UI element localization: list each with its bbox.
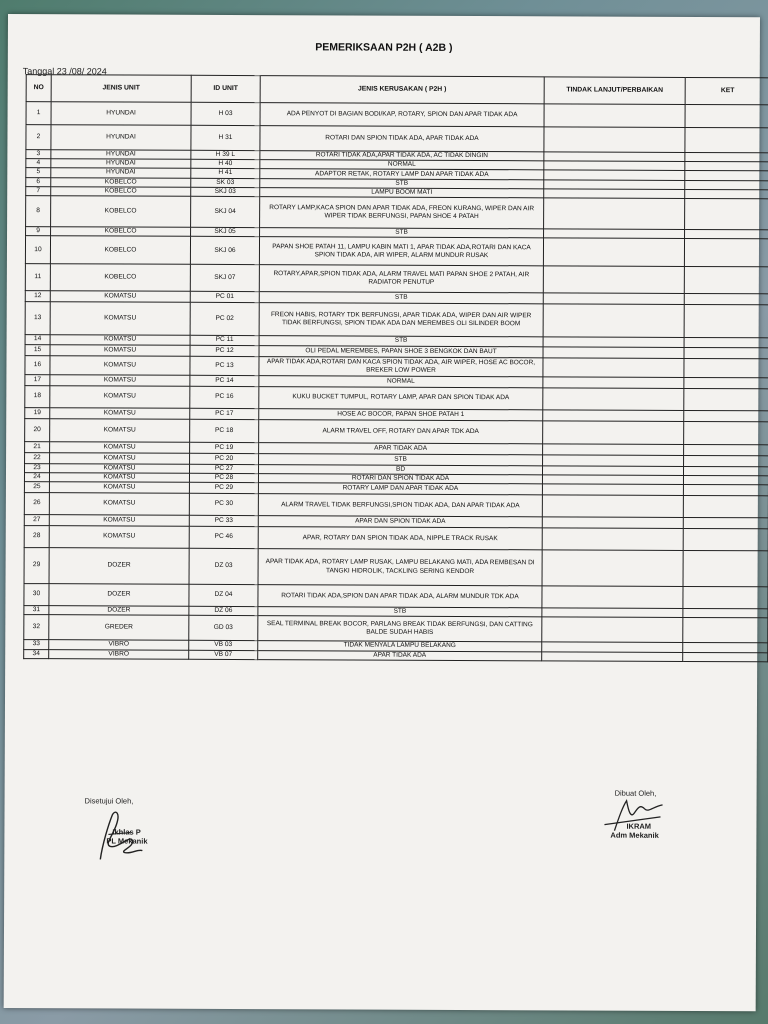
cell-no: 33 (24, 640, 49, 649)
header-ket: KET (685, 77, 768, 104)
cell-no: 6 (26, 177, 51, 186)
cell-no: 25 (24, 482, 49, 493)
cell-kerusakan: APAR TIDAK ADA,ROTARI DAN KACA SPION TIDAK ADA, AIR WIPER, HOSE AC BOCOR, BREKER LOW POWER (259, 356, 543, 376)
cell-tindak-lanjut (542, 617, 683, 643)
cell-kerusakan: APAR TIDAK ADA (258, 650, 542, 660)
cell-id-unit: PC 01 (190, 292, 259, 303)
cell-tindak-lanjut (544, 104, 685, 128)
cell-tindak-lanjut (543, 443, 684, 455)
cell-no: 32 (24, 615, 49, 640)
cell-ket (685, 104, 768, 127)
cell-id-unit: H 03 (191, 102, 260, 125)
header-jenis-unit: JENIS UNIT (51, 75, 191, 103)
cell-no: 23 (24, 463, 49, 472)
cell-kerusakan: APAR TIDAK ADA (259, 442, 543, 454)
cell-id-unit: DZ 03 (189, 548, 258, 584)
cell-ket (683, 587, 768, 609)
table-row (25, 385, 768, 410)
cell-no: 27 (24, 515, 49, 526)
signature-right-role: Adm Mekanik (610, 830, 659, 840)
cell-kerusakan: ALARM TRAVEL TIDAK BERFUNGSI,SPION TIDAK ADA, DAN APAR TIDAK ADA (258, 494, 542, 517)
cell-ket (685, 230, 768, 240)
cell-no: 3 (26, 150, 51, 159)
cell-id-unit: PC 02 (190, 303, 259, 336)
cell-no: 12 (25, 291, 50, 302)
signature-left-name: Ikhlas P (112, 827, 141, 837)
cell-kerusakan: KUKU BUCKET TUMPUL, ROTARY LAMP, APAR DAN SPION TIDAK ADA (259, 386, 543, 409)
cell-no: 14 (25, 335, 50, 344)
cell-no: 17 (25, 374, 50, 385)
cell-kerusakan: ROTARY,APAR,SPION TIDAK ADA, ALARM TRAVEL MATI PAPAN SHOE 2 PATAH, AIR RADIATOR PENUTUP (259, 265, 543, 293)
header-no: NO (26, 75, 51, 102)
table-row (26, 125, 768, 153)
cell-no: 28 (24, 526, 49, 548)
cell-id-unit: GD 03 (189, 616, 258, 641)
table-header-row (26, 75, 768, 105)
cell-tindak-lanjut (543, 238, 684, 267)
signature-right-caption: Dibuat Oleh, (614, 788, 657, 798)
cell-jenis-unit: KOMATSU (50, 335, 190, 345)
cell-id-unit: H 41 (191, 169, 260, 179)
cell-tindak-lanjut (542, 528, 683, 551)
cell-id-unit: PC 20 (190, 453, 259, 464)
cell-id-unit: H 40 (191, 160, 260, 170)
cell-no: 2 (26, 125, 51, 150)
cell-jenis-unit: KOBELCO (51, 177, 191, 187)
cell-ket (683, 618, 768, 643)
cell-no: 11 (25, 264, 50, 291)
cell-ket (683, 475, 768, 485)
cell-tindak-lanjut (543, 357, 684, 377)
cell-no: 21 (25, 441, 50, 452)
cell-no: 34 (24, 649, 49, 658)
cell-id-unit: PC 18 (190, 419, 259, 442)
cell-kerusakan: STB (258, 607, 542, 617)
cell-jenis-unit: KOBELCO (51, 187, 191, 197)
cell-tindak-lanjut (543, 304, 684, 338)
cell-kerusakan: ADAPTOR RETAK, ROTARY LAMP DAN APAR TIDAK ADA (260, 169, 544, 179)
cell-id-unit: PC 11 (190, 336, 259, 346)
cell-no: 20 (25, 418, 50, 441)
cell-jenis-unit: KOMATSU (50, 302, 190, 336)
cell-ket (684, 294, 768, 305)
cell-kerusakan: SEAL TERMINAL BREAK BOCOR, PARLANG BREAK TIDAK BERFUNGSI, DAN CATTING BALDE SUDAH HABIS (258, 616, 542, 642)
cell-kerusakan: STB (259, 292, 543, 304)
cell-ket (684, 338, 768, 348)
cell-no: 5 (26, 168, 51, 177)
header-jenis-kerusakan: JENIS KERUSAKAN ( P2H ) (260, 76, 544, 104)
cell-jenis-unit: HYUNDAI (51, 159, 191, 169)
cell-no: 19 (25, 407, 50, 418)
cell-tindak-lanjut (543, 293, 684, 305)
cell-ket (684, 388, 768, 410)
cell-ket (683, 466, 768, 476)
cell-tindak-lanjut (542, 651, 683, 661)
cell-kerusakan: STB (259, 453, 543, 465)
cell-kerusakan: ROTARI DAN SPION TIDAK ADA, APAR TIDAK ADA (260, 126, 544, 152)
cell-no: 31 (24, 606, 49, 615)
cell-id-unit: SKJ 03 (191, 187, 260, 197)
signature-left-role: PL Mekanik (106, 836, 148, 846)
cell-ket (684, 305, 768, 338)
cell-tindak-lanjut (542, 495, 683, 518)
cell-jenis-unit: HYUNDAI (51, 125, 191, 151)
cell-kerusakan: ROTARI TIDAK ADA,SPION DAN APAR TIDAK ADA, ALARM MUNDUR TDK ADA (258, 585, 542, 608)
cell-id-unit: PC 29 (189, 482, 258, 493)
cell-id-unit: H 39 L (191, 150, 260, 160)
cell-jenis-unit: KOMATSU (50, 452, 190, 464)
table-row (24, 649, 768, 661)
table-row (25, 302, 768, 338)
cell-kerusakan: BD (258, 464, 542, 474)
date-label: Tanggal 23 /08/ 2024 (22, 66, 107, 77)
cell-no: 13 (25, 302, 50, 335)
table-row (24, 493, 768, 518)
cell-tindak-lanjut (544, 127, 685, 153)
cell-ket (683, 496, 768, 518)
cell-kerusakan: APAR DAN SPION TIDAK ADA (258, 516, 542, 528)
inspection-table (23, 74, 768, 662)
cell-ket (683, 643, 768, 653)
cell-tindak-lanjut (542, 586, 683, 609)
cell-kerusakan: OLI PEDAL MEREMBES, PAPAN SHOE 3 BENGKOK DAN BAUT (259, 345, 543, 357)
cell-jenis-unit: HYUNDAI (51, 102, 191, 126)
cell-id-unit: PC 28 (189, 473, 258, 483)
signature-right-name: IKRAM (626, 821, 652, 831)
cell-ket (683, 551, 768, 587)
cell-kerusakan: PAPAN SHOE PATAH 11, LAMPU KABIN MATI 1, APAR TIDAK ADA,ROTARI DAN KACA SPION TIDAK ADA, AIR WIPER, ALARM MUNDUR RUSAK (259, 237, 543, 266)
cell-kerusakan: HOSE AC BOCOR, PAPAN SHOE PATAH 1 (259, 408, 543, 420)
cell-jenis-unit: DOZER (49, 584, 189, 607)
cell-jenis-unit: KOBELCO (51, 196, 191, 228)
cell-id-unit: PC 12 (190, 345, 259, 356)
table-row (24, 584, 768, 609)
cell-id-unit: SKJ 04 (191, 196, 260, 227)
header-tindak-lanjut: TINDAK LANJUT/PERBAIKAN (544, 77, 685, 105)
cell-jenis-unit: KOMATSU (49, 463, 189, 473)
table-row (25, 236, 768, 267)
cell-tindak-lanjut (543, 387, 684, 410)
cell-id-unit: PC 27 (189, 464, 258, 474)
cell-ket (683, 652, 768, 662)
cell-id-unit: PC 33 (189, 515, 258, 526)
cell-jenis-unit: KOMATSU (50, 344, 190, 356)
cell-jenis-unit: KOMATSU (50, 291, 190, 303)
cell-id-unit: PC 30 (189, 493, 258, 515)
cell-no: 16 (25, 355, 50, 374)
cell-ket (685, 171, 768, 181)
cell-kerusakan: STB (260, 228, 544, 238)
cell-jenis-unit: KOMATSU (49, 515, 189, 527)
cell-id-unit: PC 46 (189, 526, 258, 548)
cell-kerusakan: TIDAK MENYALA LAMPU BELAKANG (258, 641, 542, 651)
cell-tindak-lanjut (543, 420, 684, 444)
cell-id-unit: H 31 (191, 125, 260, 150)
cell-jenis-unit: KOMATSU (49, 473, 189, 483)
cell-no: 1 (26, 102, 51, 125)
cell-no: 10 (25, 236, 50, 264)
cell-id-unit: DZ 04 (189, 584, 258, 606)
cell-kerusakan: ROTARI DAN SPION TIDAK ADA (258, 473, 542, 483)
cell-id-unit: DZ 06 (189, 606, 258, 616)
cell-id-unit: VB 07 (189, 650, 258, 660)
cell-no: 8 (26, 196, 51, 227)
cell-ket (684, 267, 768, 294)
cell-tindak-lanjut (543, 266, 684, 294)
cell-kerusakan: NORMAL (260, 160, 544, 170)
cell-jenis-unit: VIBRO (49, 640, 189, 650)
signature-right-scribble-icon (600, 795, 670, 835)
cell-id-unit: SKJ 06 (190, 237, 259, 265)
table-row (26, 196, 768, 230)
cell-ket (684, 421, 768, 444)
cell-jenis-unit: KOBELCO (51, 227, 191, 237)
cell-no: 7 (26, 187, 51, 196)
cell-tindak-lanjut (543, 409, 684, 421)
cell-id-unit: SKJ 05 (191, 227, 260, 237)
cell-kerusakan: STB (259, 336, 543, 346)
cell-tindak-lanjut (542, 517, 683, 529)
table-row (25, 264, 768, 294)
table-row (26, 102, 768, 128)
table-row (24, 526, 768, 551)
cell-jenis-unit: KOMATSU (50, 374, 190, 386)
cell-kerusakan: FREON HABIS, ROTARY TDK BERFUNGSI, APAR TIDAK ADA, WIPER DAN AIR WIPER TIDAK BERFUNGSI, SPION TIDAK ADA DAN MEREMBES OLI SILINDER BOOM (259, 303, 543, 337)
cell-tindak-lanjut (542, 484, 683, 496)
cell-ket (683, 485, 768, 496)
cell-jenis-unit: HYUNDAI (51, 168, 191, 178)
cell-jenis-unit: KOMATSU (50, 407, 190, 419)
cell-id-unit: PC 16 (190, 386, 259, 408)
cell-tindak-lanjut (543, 376, 684, 388)
cell-jenis-unit: KOMATSU (50, 355, 190, 375)
cell-kerusakan: APAR TIDAK ADA, ROTARY LAMP RUSAK, LAMPU BELAKANG MATI, ADA REMBESAN DI TANGKI HIDROLIK, TACKLING SERING KENDOR (258, 549, 542, 586)
cell-ket (683, 518, 768, 529)
cell-ket (684, 455, 768, 466)
cell-jenis-unit: KOMATSU (50, 385, 190, 408)
cell-tindak-lanjut (544, 198, 685, 230)
signature-left-scribble-icon (90, 804, 150, 864)
cell-ket (684, 239, 768, 267)
cell-jenis-unit: KOBELCO (50, 264, 190, 292)
cell-id-unit: SK 03 (191, 178, 260, 188)
cell-kerusakan: APAR, ROTARY DAN SPION TIDAK ADA, NIPPLE TRACK RUSAK (258, 527, 542, 550)
cell-jenis-unit: KOMATSU (50, 418, 190, 442)
cell-no: 4 (26, 159, 51, 168)
cell-jenis-unit: VIBRO (49, 649, 189, 659)
cell-jenis-unit: KOMATSU (49, 493, 189, 516)
cell-ket (684, 444, 768, 455)
cell-ket (685, 127, 768, 152)
cell-kerusakan: ADA PENYOT DI BAGIAN BODI/KAP, ROTARY, SPION DAN APAR TIDAK ADA (260, 103, 544, 127)
cell-ket (685, 180, 768, 190)
cell-ket (684, 347, 768, 358)
cell-ket (684, 410, 768, 421)
cell-ket (684, 358, 768, 377)
cell-jenis-unit: KOMATSU (49, 482, 189, 494)
header-id-unit: ID UNIT (191, 75, 260, 102)
cell-no: 18 (25, 385, 50, 407)
cell-kerusakan: ROTARY LAMP DAN APAR TIDAK ADA (258, 483, 542, 495)
cell-jenis-unit: KOMATSU (50, 441, 190, 453)
cell-ket (685, 162, 768, 172)
cell-ket (684, 377, 768, 388)
cell-id-unit: PC 14 (190, 375, 259, 386)
cell-ket (683, 529, 768, 551)
cell-tindak-lanjut (542, 550, 683, 587)
cell-no: 29 (24, 548, 49, 584)
document-title: PEMERIKSAAN P2H ( A2B ) (315, 41, 453, 54)
document-page (4, 14, 760, 1011)
cell-kerusakan: ROTARI TIDAK ADA,APAR TIDAK ADA, AC TIDAK DINGIN (260, 151, 544, 161)
cell-tindak-lanjut (543, 346, 684, 358)
cell-id-unit: SKJ 07 (190, 265, 259, 292)
cell-no: 15 (25, 344, 50, 355)
signature-left-caption: Disetujui Oleh, (84, 796, 134, 806)
cell-no: 22 (25, 452, 50, 463)
cell-kerusakan: ALARM TRAVEL OFF, ROTARY DAN APAR TDK ADA (259, 419, 543, 443)
cell-jenis-unit: KOBELCO (50, 236, 190, 265)
cell-jenis-unit: HYUNDAI (51, 150, 191, 160)
cell-ket (683, 609, 768, 619)
cell-kerusakan: NORMAL (259, 375, 543, 387)
table-row (25, 418, 768, 444)
cell-jenis-unit: DOZER (49, 548, 189, 585)
cell-no: 30 (24, 584, 49, 606)
cell-ket (685, 152, 768, 162)
cell-no: 24 (24, 472, 49, 481)
cell-ket (685, 199, 768, 230)
cell-id-unit: VB 03 (189, 641, 258, 651)
table-row (24, 548, 768, 587)
cell-tindak-lanjut (543, 454, 684, 466)
cell-jenis-unit: DOZER (49, 606, 189, 616)
cell-kerusakan: ROTARY LAMP,KACA SPION DAN APAR TIDAK ADA, FREON KURANG, WIPER DAN AIR WIPER TIDAK BERFUNGSI, PAPAN SHOE 4 PATAH (260, 197, 544, 229)
cell-id-unit: PC 19 (190, 442, 259, 453)
cell-jenis-unit: GREDER (49, 615, 189, 641)
cell-no: 26 (24, 493, 49, 515)
cell-kerusakan: LAMPU BOOM MATI (260, 188, 544, 198)
table-row (24, 615, 768, 643)
cell-kerusakan: STB (260, 178, 544, 188)
cell-jenis-unit: KOMATSU (49, 526, 189, 549)
cell-id-unit: PC 13 (190, 356, 259, 375)
cell-id-unit: PC 17 (190, 408, 259, 419)
cell-no: 9 (26, 227, 51, 236)
cell-ket (685, 189, 768, 199)
